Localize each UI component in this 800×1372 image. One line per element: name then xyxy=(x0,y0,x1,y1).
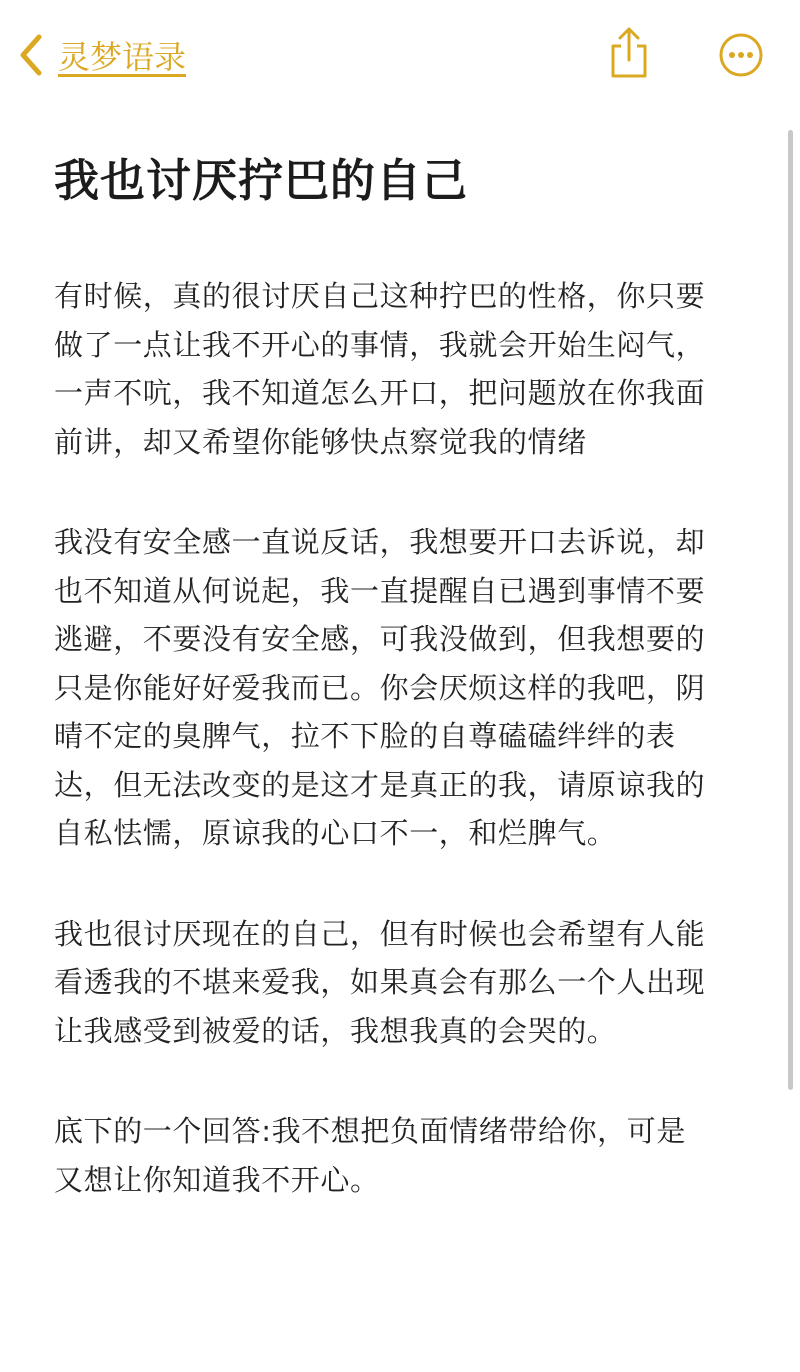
paragraph-line: 让我感受到被爱的话，我想我真的会哭的。 xyxy=(54,1013,617,1048)
note-paragraph xyxy=(54,1107,744,1204)
chevron-left-icon xyxy=(18,33,44,77)
paragraph-line: 做了一点让我不开心的事情，我就会开始生闷气， xyxy=(54,327,706,362)
scrollbar[interactable] xyxy=(788,130,793,1090)
paragraph-line: 我也很讨厌现在的自己，但有时候也会希望有人能 xyxy=(54,916,706,951)
more-icon[interactable] xyxy=(718,32,764,78)
share-icon[interactable] xyxy=(606,26,652,80)
back-button[interactable] xyxy=(18,32,186,78)
paragraph-line: 逃避，不要没有安全感，可我没做到，但我想要的 xyxy=(54,622,706,656)
paragraph-line: 又想让你知道我不开心。 xyxy=(54,1162,380,1197)
paragraph-line: 自私怯懦，原谅我的心口不一，和烂脾气。 xyxy=(54,816,617,850)
note-body[interactable] xyxy=(54,272,744,1256)
note-title: 我也讨厌拧巴的自己 xyxy=(54,154,469,207)
note-paragraph xyxy=(54,272,744,466)
paragraph-line: 也不知道从何说起，我一直提醒自已遇到事情不要 xyxy=(54,573,706,608)
paragraph-line: 只是你能好好爱我而已。你会厌烦这样的我吧，阴 xyxy=(54,670,706,705)
paragraph-line: 我没有安全感一直说反话，我想要开口去诉说，却 xyxy=(54,525,706,559)
navigation-bar xyxy=(0,0,800,110)
paragraph-line: 底下的一个回答:我不想把负面情绪带给你，可是 xyxy=(54,1114,686,1148)
paragraph-line: 一声不吭，我不知道怎么开口，把问题放在你我面 xyxy=(54,376,706,410)
paragraph-line: 前讲，却又希望你能够快点察觉我的情绪 xyxy=(54,424,587,459)
paragraph-line: 达，但无法改变的是这才是真正的我，请原谅我的 xyxy=(54,767,706,802)
note-paragraph xyxy=(54,518,744,858)
paragraph-line: 晴不定的臭脾气，拉不下脸的自尊磕磕绊绊的表 xyxy=(54,719,676,753)
back-label: 灵梦语录 xyxy=(58,38,187,76)
note-paragraph xyxy=(54,910,744,1056)
paragraph-line: 有时候，真的很讨厌自己这种拧巴的性格，你只要 xyxy=(54,279,706,313)
paragraph-line: 看透我的不堪来爱我，如果真会有那么一个人出现 xyxy=(54,965,706,999)
